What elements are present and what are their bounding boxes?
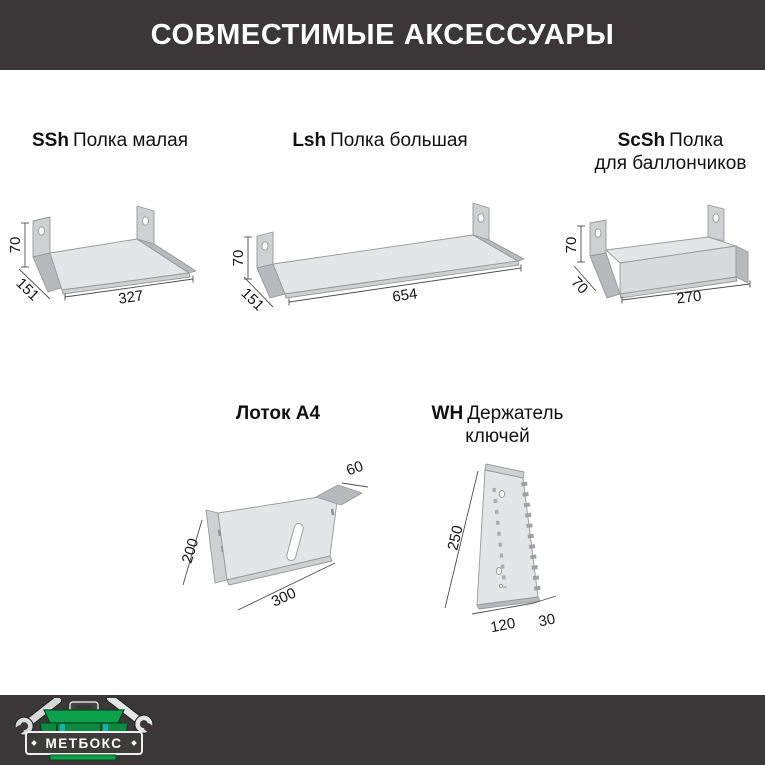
dim-height [563, 226, 585, 262]
product-name: Полка малая [72, 130, 188, 151]
wh-key-holder-figure [428, 450, 568, 640]
shelf-drawing [590, 205, 748, 298]
dim-depth-label: 30 [537, 610, 557, 631]
dim-height-label: 70 [563, 236, 580, 254]
a4-tray-figure [178, 452, 393, 632]
mount-hole-icon [39, 227, 45, 235]
shelf-drawing [257, 203, 524, 298]
dim-width-label: 120 [488, 614, 517, 637]
tray-drawing [206, 485, 362, 585]
dim-width-label: 270 [675, 287, 703, 308]
side-slot-icon [332, 509, 333, 515]
logo-base-bar [50, 755, 116, 760]
product-title-lsh [270, 129, 490, 152]
product-name: Полка большая [330, 130, 468, 151]
mount-hole-icon [499, 490, 504, 497]
mount-hole-icon [478, 214, 484, 222]
product-code: Lsh [292, 130, 327, 151]
shelf-floor [273, 235, 518, 294]
dim-height-label: 70 [7, 236, 24, 254]
right-end-cap [736, 246, 748, 283]
left-side-wall [590, 253, 620, 298]
dim-width-label: 300 [268, 584, 299, 611]
dim-width-label: 654 [391, 285, 419, 306]
product-name-line2: для баллончиков [594, 153, 747, 174]
brand-name: МЕТБОКС [45, 736, 123, 751]
product-code: SSh [32, 130, 69, 151]
dim-top-depth [342, 458, 368, 487]
product-name-line2: ключей [465, 426, 530, 447]
product-code: WH [431, 403, 464, 424]
product-code: ScSh [617, 130, 666, 151]
dim-height [444, 471, 478, 608]
lsh-shelf-figure [228, 195, 540, 320]
product-name: Полка [669, 130, 724, 151]
mount-hole-icon [143, 217, 149, 225]
shelf-drawing [33, 206, 196, 294]
metbox-logo [4, 698, 164, 762]
left-bracket-plate [590, 220, 606, 256]
dim-height [179, 520, 203, 585]
brand-plaque [26, 732, 142, 760]
page-title: СОВМЕСТИМЫЕ АКСЕССУАРЫ [150, 18, 615, 51]
mount-hole-icon [496, 567, 501, 574]
right-bracket-plate [708, 205, 724, 241]
dim-height-label: 200 [178, 536, 203, 566]
product-name: Держатель [467, 403, 564, 424]
dim-height-label: 250 [444, 523, 467, 552]
dim-height-label: 70 [230, 249, 247, 267]
product-title-scsh [588, 129, 753, 175]
product-name: Лоток А4 [235, 403, 321, 424]
flange-slot-icon [219, 530, 220, 536]
scsh-shelf-figure [558, 198, 765, 315]
tray-front-face [218, 494, 338, 580]
dim-top-label: 60 [344, 457, 366, 480]
product-title-ssh [10, 129, 210, 152]
dim-width-label: 327 [117, 287, 145, 308]
ssh-shelf-figure [5, 193, 205, 315]
mount-hole-icon [595, 229, 601, 237]
dim-depth-label: 151 [237, 284, 268, 315]
mount-hole-icon [713, 214, 719, 222]
left-bracket-plate [33, 217, 50, 257]
dim-depth-label: 70 [567, 273, 592, 298]
dim-depth-label: 151 [12, 274, 43, 305]
product-title-a4 [193, 402, 363, 425]
dim-height [230, 237, 252, 279]
holder-drawing [477, 464, 540, 609]
header-bar [0, 0, 765, 70]
dim-depth [567, 266, 596, 298]
small-hole-icon [499, 584, 502, 587]
mount-hole-icon [262, 242, 268, 250]
product-title-wh [415, 402, 580, 448]
dim-height [7, 223, 29, 267]
